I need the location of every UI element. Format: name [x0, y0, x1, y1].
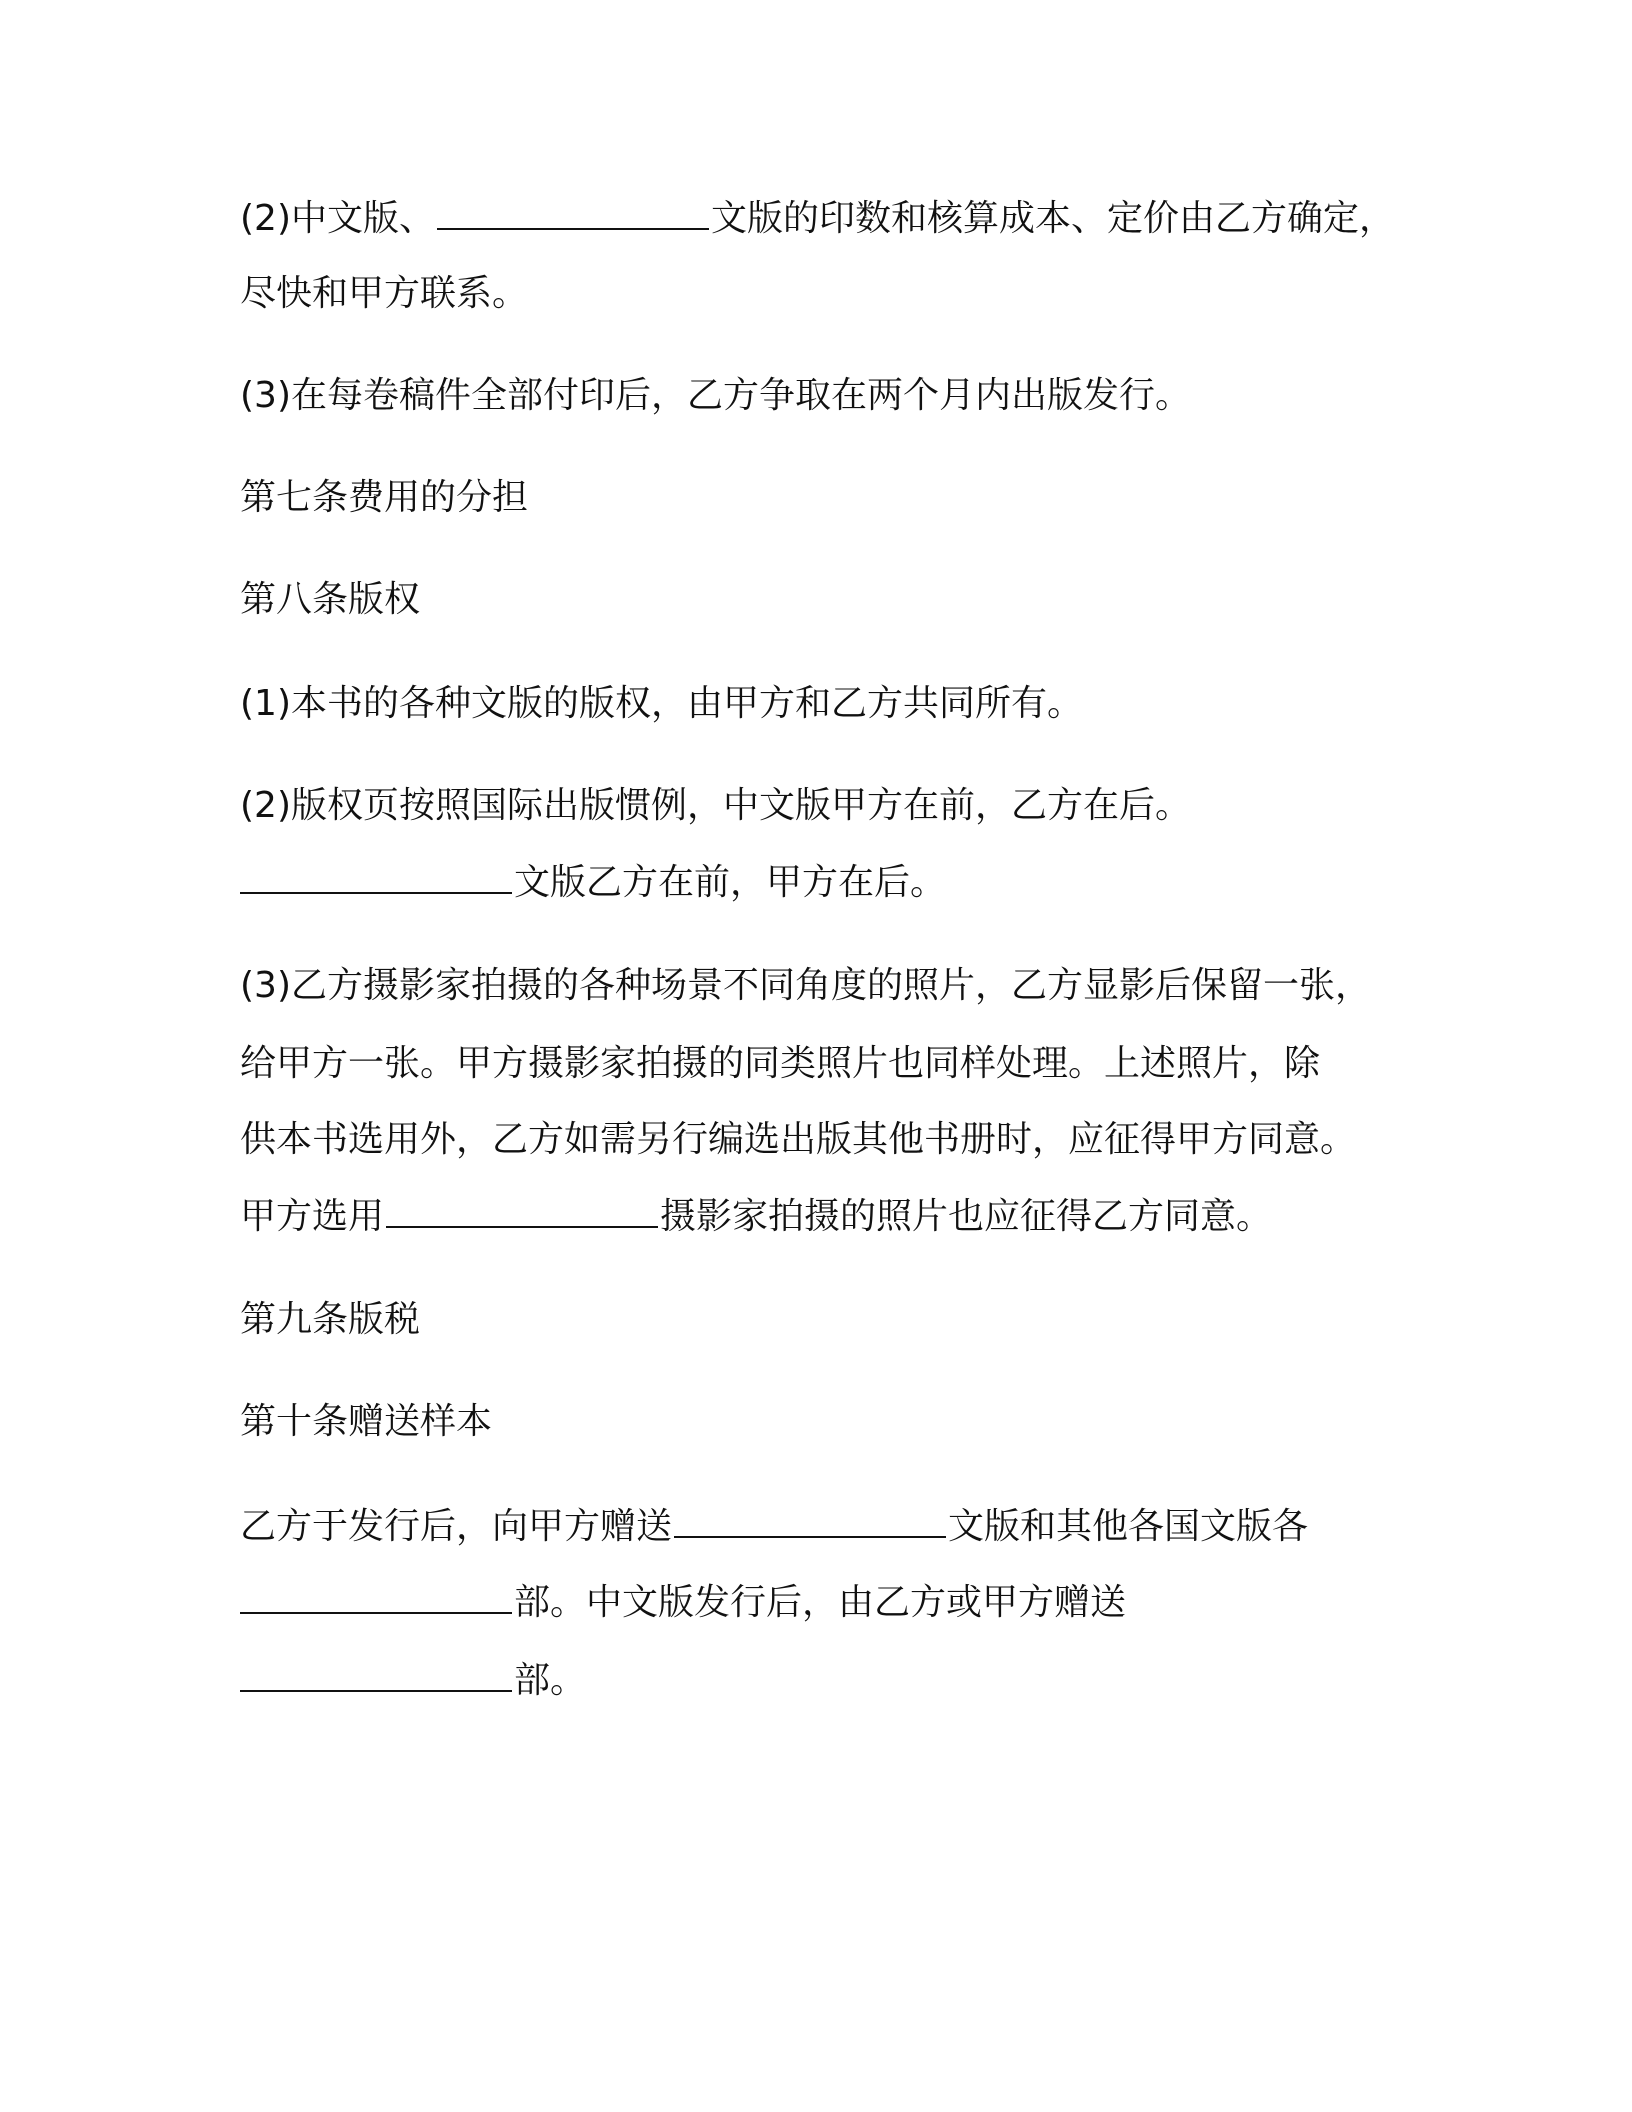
p6-line-1	[240, 1502, 1420, 1550]
text-segment: 文版乙方在前，甲方在后。	[514, 862, 947, 903]
p6-line-2	[240, 1578, 1420, 1626]
p2-line-1: (3)在每卷稿件全部付印后，乙方争取在两个月内出版发行。	[240, 375, 1191, 416]
p6-line-3	[240, 1656, 1420, 1704]
p5-line-4	[240, 1192, 1420, 1240]
text-segment: 部。	[514, 1660, 587, 1701]
p5-line-1: (3)乙方摄影家拍摄的各种场景不同角度的照片，乙方显影后保留一张，	[240, 965, 1371, 1006]
fill-in-blank	[240, 858, 512, 894]
text-segment: 摄影家拍摄的照片也应征得乙方同意。	[660, 1196, 1273, 1237]
article-9-heading: 第九条版税	[240, 1299, 421, 1340]
text-segment: 文版和其他各国文版各	[948, 1506, 1309, 1547]
p5-line-3: 供本书选用外，乙方如需另行编选出版其他书册时，应征得甲方同意。	[240, 1119, 1357, 1160]
fill-in-blank	[240, 1656, 512, 1692]
text-segment: (2)中文版、	[240, 198, 435, 239]
article-7-heading: 第七条费用的分担	[240, 477, 529, 518]
p1-line-2: 尽快和甲方联系。	[240, 273, 529, 314]
p5-line-2: 给甲方一张。甲方摄影家拍摄的同类照片也同样处理。上述照片，除	[240, 1043, 1321, 1084]
p4-line-2	[240, 858, 1420, 906]
p1-line-1	[240, 194, 1420, 242]
article-8-heading: 第八条版权	[240, 579, 421, 620]
text-segment: 文版的印数和核算成本、定价由乙方确定，	[711, 198, 1396, 239]
fill-in-blank	[437, 194, 709, 230]
fill-in-blank	[386, 1192, 658, 1228]
text-segment: 乙方于发行后，向甲方赠送	[240, 1506, 673, 1547]
p3-line-1: (1)本书的各种文版的版权，由甲方和乙方共同所有。	[240, 683, 1083, 724]
article-10-heading: 第十条赠送样本	[240, 1401, 493, 1442]
fill-in-blank	[240, 1578, 512, 1614]
fill-in-blank	[674, 1502, 946, 1538]
p4-line-1: (2)版权页按照国际出版惯例，中文版甲方在前，乙方在后。	[240, 785, 1191, 826]
text-segment: 甲方选用	[240, 1196, 385, 1237]
text-segment: 部。中文版发行后，由乙方或甲方赠送	[514, 1582, 1127, 1623]
